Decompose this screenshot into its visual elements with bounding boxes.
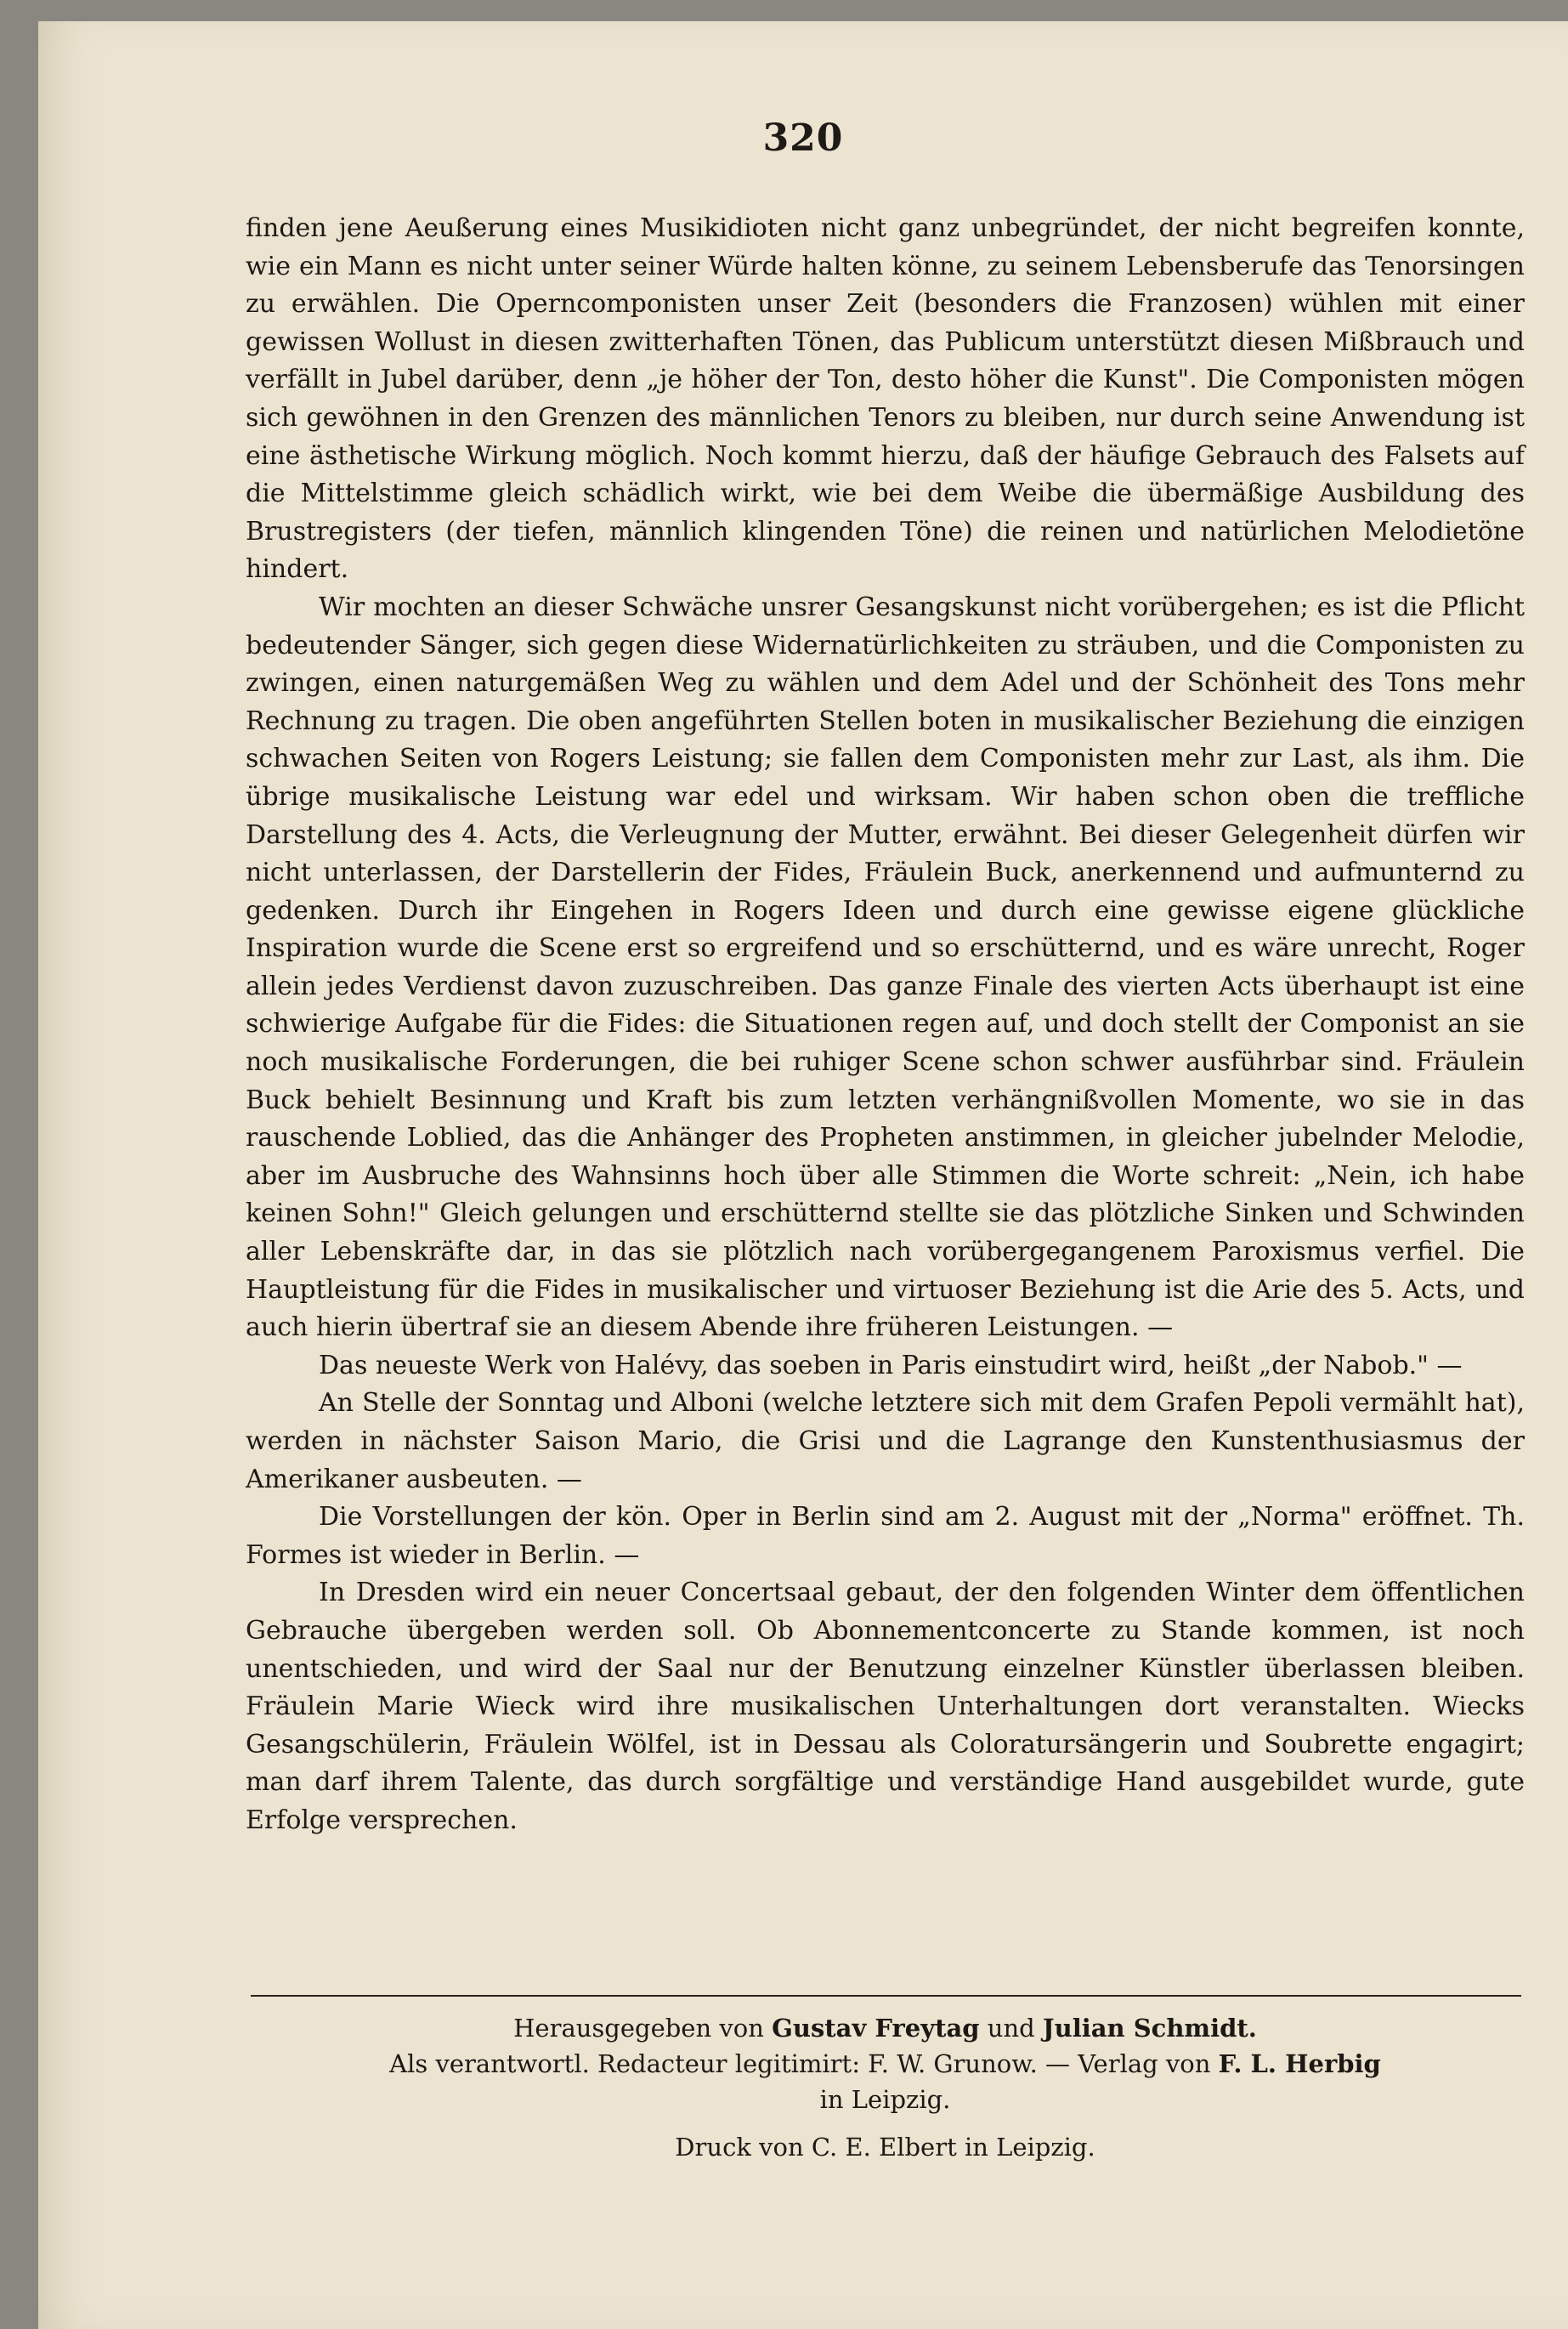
conjunction: und — [987, 2014, 1035, 2043]
paragraph: Die Vorstellungen der kön. Oper in Berlin sind am 2. August mit der „Norma" eröffnet. Th. Formes ist wieder in Berlin. — — [246, 1502, 1525, 1570]
paragraph: Wir mochten an dieser Schwäche unsrer Gesangskunst nicht vorübergehen; es ist die Pflicht bedeutender Sänger, sich gegen diese Widernatürlichkeiten zu sträuben, und die Componisten zu zwingen, einen naturgemäßen Weg zu wählen und dem Adel und der Schönheit des Tons mehr Rechnung zu tragen. Die oben angeführten Stellen boten in musikalischer Beziehung die einzigen schwachen Seiten von Rogers Leistung; sie fallen dem Componisten mehr zur Last, als ihm. Die übrige musikalische Leistung war edel und wirksam. Wir haben schon oben die treffliche Darstellung des 4. Acts, die Verleugnung der Mutter, erwähnt. Bei dieser Gelegenheit dürfen wir nicht unterlassen, der Darstellerin der Fides, Fräulein Buck, anerkennend und aufmunternd zu gedenken. Durch ihr Eingehen in Rogers Ideen und durch eine gewisse eigene glückliche Inspiration wurde die Scene erst so ergreifend und so erschütternd, und es wäre unrecht, Roger allein jedes Verdienst davon zuzuschreiben. Das ganze Finale des vierten Acts überhaupt ist eine schwierige Aufgabe für die Fides: die Situationen regen auf, und doch stellt der Componist an sie noch musikalische Forderungen, die bei ruhiger Scene schon schwer ausführbar sind. Fräulein Buck behielt Besinnung und Kraft bis zum letzten verhängnißvollen Momente, wo sie in das rauschende Loblied, das die Anhänger des Propheten anstimmen, in gleicher jubelnder Melodie, aber im Ausbruche des Wahnsinns hoch über alle Stimmen die Worte schreit: „Nein, ich habe keinen Sohn!" Gleich gelungen und erschütternd stellte sie das plötzliche Sinken und Schwinden aller Lebenskräfte dar, in das sie plötzlich nach vorübergegangenem Paroxismus verfiel. Die Hauptleistung für die Fides in musikalischer und virtuoser Beziehung ist die Arie des 5. Acts, und auch hierin übertraf sie an diesem Abende ihre früheren Leistungen. — — [246, 592, 1525, 1343]
page-number: 320 — [762, 116, 844, 160]
paragraph: An Stelle der Sonntag und Alboni (welche letztere sich mit dem Grafen Pepoli vermählt hat), werden in nächster Saison Mario, die Grisi und die Lagrange den Kunstenthusiasmus der Amerikaner ausbeuten. — — [246, 1388, 1525, 1494]
article-body — [246, 210, 1525, 1840]
paragraph: finden jene Aeußerung eines Musikidioten nicht ganz unbegründet, der nicht begreifen konnte, wie ein Mann es nicht unter seiner Würde halten könne, zu seinem Lebensberufe das Tenorsingen zu erwählen. Die Operncomponisten unser Zeit (besonders die Franzosen) wühlen mit einer gewissen Wollust in diesen zwitterhaften Tönen, das Publicum unterstützt diesen Mißbrauch und verfällt in Jubel darüber, denn „je höher der Ton, desto höher die Kunst". Die Componisten mögen sich gewöhnen in den Grenzen des männlichen Tenors zu bleiben, nur durch seine Anwendung ist eine ästhetische Wirkung möglich. Noch kommt hierzu, daß der häufige Gebrauch des Falsets auf die Mittelstimme gleich schädlich wirkt, wie bei dem Weibe die übermäßige Ausbildung des Brustregisters (der tiefen, männlich klingenden Töne) die reinen und natürlichen Melodietöne hindert. — [246, 213, 1525, 585]
imprint — [246, 2010, 1525, 2165]
imprint-responsible — [246, 2046, 1525, 2082]
paragraph: Das neueste Werk von Halévy, das soeben in Paris einstudirt wird, heißt „der Nabob." — — [319, 1350, 1463, 1380]
page — [38, 21, 1568, 2329]
publisher-name: F. L. Herbig — [1218, 2049, 1381, 2078]
publisher-prefix: Herausgegeben von — [513, 2014, 764, 2043]
imprint-editors — [246, 2010, 1525, 2046]
footer-divider — [251, 1995, 1521, 1997]
responsible-editor: Als verantwortl. Redacteur legitimirt: F. W. Grunow. — Verlag von — [389, 2049, 1211, 2078]
editor-name: Julian Schmidt. — [1042, 2014, 1257, 2043]
imprint-place: in Leipzig. — [819, 2085, 951, 2114]
imprint-printer: Druck von C. E. Elbert in Leipzig. — [675, 2133, 1095, 2162]
editor-name: Gustav Freytag — [772, 2014, 980, 2043]
paragraph: In Dresden wird ein neuer Concertsaal gebaut, der den folgenden Winter dem öffentlichen Gebrauche übergeben werden soll. Ob Abonnementconcerte zu Stande kommen, ist noch unentschieden, und wird der Saal nur der Benutzung einzelner Künstler überlassen bleiben. Fräulein Marie Wieck wird ihre musikalischen Unterhaltungen dort veranstalten. Wiecks Gesangschülerin, Fräulein Wölfel, ist in Dessau als Coloratursängerin und Soubrette engagirt; man darf ihrem Talente, das durch sorgfältige und verständige Hand ausgebildet wurde, gute Erfolge versprechen. — [246, 1578, 1525, 1835]
